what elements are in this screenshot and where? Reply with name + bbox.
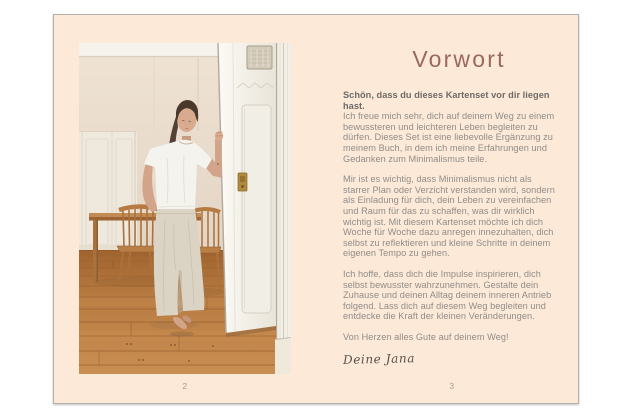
paragraph-1: Ich freue mich sehr, dich auf deinem Weg zu einem bewussteren und leichteren Leben begleiten zu dürfen. Dieses Set ist eine liebevolle Ergänzung zu meinem Buch, in dem ich meine Erfahrungen und Gedanken zum Minimalismus teile.: [343, 111, 555, 164]
frosted-window-panel: [247, 46, 272, 69]
page-title: Vorwort: [412, 46, 506, 72]
photo-illustration: [79, 43, 291, 374]
right-page: [343, 46, 561, 367]
photo-woman-doorway: [79, 43, 291, 374]
paragraph-3: Ich hoffe, dass dich die Impulse inspirieren, dich selbst bewusster wahrzunehmen. Gestalte dein Zuhause und deinen Alltag deinem inneren Antrieb folgend. Lass dich auf diesem Weg begleiten und entdecke die Kraft der kleinen Veränderungen.: [343, 268, 552, 322]
foreword-text: [343, 90, 561, 342]
page-number-right: 3: [449, 381, 455, 391]
door-panel: [242, 105, 271, 313]
sliding-door: [218, 43, 276, 337]
intro-paragraph: [343, 90, 561, 164]
intro-bold-sentence: Schön, dass du dieses Kartenset vor dir liegen hast.: [343, 90, 550, 111]
door-frame: [275, 43, 291, 374]
door-lock-plate: [238, 173, 247, 191]
book-spread: [53, 14, 579, 404]
paragraph-2: Mir ist es wichtig, dass Minimalismus nicht als starrer Plan oder Verzicht verstanden wird, sondern als Einladung für dich, dein Leben zu vereinfachen und Raum für das zu schaffen, was dir wirklich wichtig ist. Mit diesem Kartenset möchte ich dich Woche für Woche dazu anregen innezuhalten, dich selbst zu reflektieren und kleine Schritte in deinem eigenen Tempo zu gehen.: [343, 174, 555, 259]
signature: Deine Jana: [342, 351, 416, 368]
closing-line: Von Herzen alles Gute auf deinem Weg!: [343, 331, 509, 342]
cabinets: [79, 131, 137, 253]
page-number-left: 2: [182, 381, 188, 391]
